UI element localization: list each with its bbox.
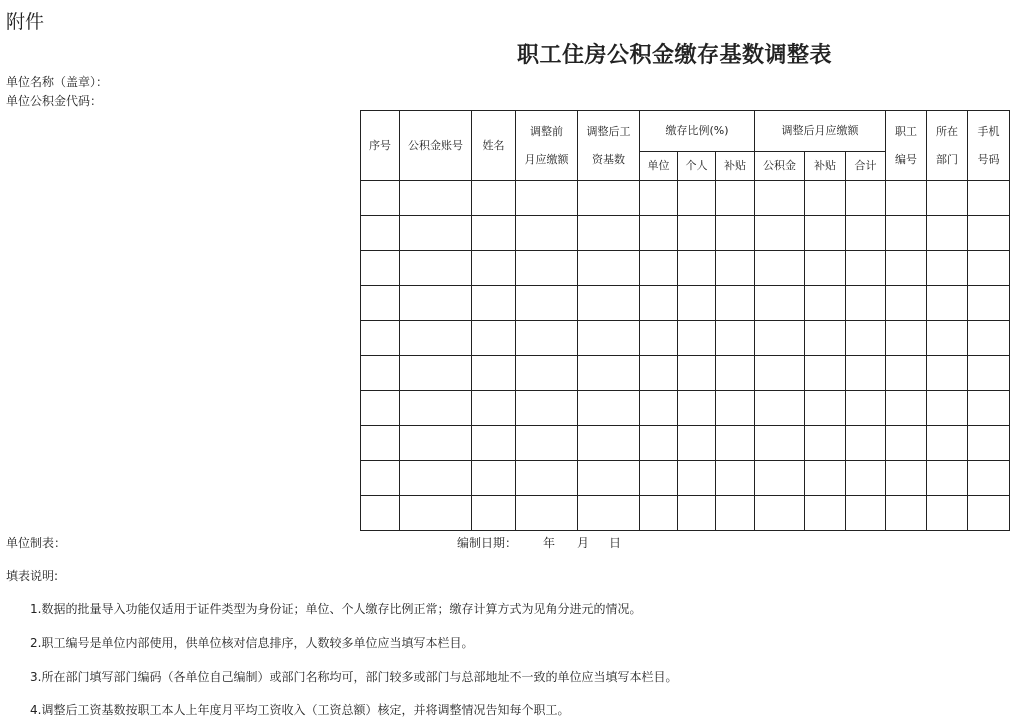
note-item: 1.数据的批量导入功能仅适用于证件类型为身份证；单位、个人缴存比例正常；缴存计算方式为见角分进元的情况。 (30, 602, 642, 616)
date-month: 月 (577, 536, 590, 550)
table-cell (678, 321, 716, 356)
table-cell (361, 181, 400, 216)
table-row (361, 216, 1010, 251)
table-cell (716, 356, 755, 391)
table-cell (472, 216, 516, 251)
table-cell (968, 496, 1010, 531)
table-row (361, 321, 1010, 356)
table-cell (578, 391, 640, 426)
table-cell (805, 181, 846, 216)
table-cell (755, 181, 805, 216)
table-cell (755, 356, 805, 391)
table-cell (755, 216, 805, 251)
table-cell (516, 391, 578, 426)
table-cell (516, 286, 578, 321)
header-phone-line1: 手机 (977, 125, 1000, 139)
table-cell (516, 356, 578, 391)
table-cell (678, 356, 716, 391)
header-name: 姓名 (472, 111, 516, 181)
table-cell (361, 286, 400, 321)
table-cell (716, 286, 755, 321)
date-label: 编制日期： (457, 536, 518, 550)
table-cell (968, 461, 1010, 496)
table-cell (886, 286, 927, 321)
table-cell (472, 496, 516, 531)
adjustment-table (360, 110, 1010, 531)
table-cell (472, 391, 516, 426)
table-cell (678, 426, 716, 461)
table-cell (846, 181, 886, 216)
header-dept (927, 111, 968, 181)
table-cell (578, 286, 640, 321)
header-after-base-line1: 调整后工 (586, 125, 631, 139)
table-cell (755, 496, 805, 531)
table-cell (361, 391, 400, 426)
table-cell (472, 356, 516, 391)
table-row (361, 461, 1010, 496)
table-cell (640, 216, 678, 251)
table-row (361, 391, 1010, 426)
table-cell (361, 496, 400, 531)
header-account: 公积金账号 (400, 111, 472, 181)
header-before-line1: 调整前 (530, 125, 563, 139)
table-cell (678, 251, 716, 286)
header-after-base-line2: 资基数 (592, 152, 625, 166)
table-row (361, 181, 1010, 216)
table-cell (516, 321, 578, 356)
table-cell (678, 461, 716, 496)
table-cell (640, 251, 678, 286)
table-cell (886, 426, 927, 461)
table-cell (578, 426, 640, 461)
table-cell (846, 496, 886, 531)
table-cell (678, 286, 716, 321)
table-cell (472, 286, 516, 321)
table-cell (755, 461, 805, 496)
table-cell (927, 321, 968, 356)
table-cell (846, 251, 886, 286)
table-cell (886, 356, 927, 391)
table-cell (472, 426, 516, 461)
table-cell (886, 496, 927, 531)
table-cell (400, 216, 472, 251)
header-after-base (578, 111, 640, 181)
table-cell (400, 251, 472, 286)
table-cell (716, 251, 755, 286)
header-ratio-group: 缴存比例(%) (640, 111, 755, 152)
table-cell (927, 496, 968, 531)
header-seq: 序号 (361, 111, 400, 181)
table-cell (640, 461, 678, 496)
table-cell (361, 356, 400, 391)
table-cell (886, 321, 927, 356)
table-cell (805, 286, 846, 321)
table-cell (968, 356, 1010, 391)
table-cell (400, 496, 472, 531)
table-cell (361, 426, 400, 461)
header-monthly-fund: 公积金 (755, 152, 805, 181)
table-cell (361, 461, 400, 496)
table-cell (805, 426, 846, 461)
table-cell (846, 216, 886, 251)
header-emp-id-line1: 职工 (895, 125, 917, 139)
table-cell (968, 251, 1010, 286)
header-ratio-unit: 单位 (640, 152, 678, 181)
table-cell (640, 286, 678, 321)
table-cell (640, 356, 678, 391)
header-ratio-personal: 个人 (678, 152, 716, 181)
table-cell (805, 391, 846, 426)
table-cell (968, 321, 1010, 356)
table-cell (716, 321, 755, 356)
table-cell (755, 426, 805, 461)
table-cell (400, 181, 472, 216)
table-cell (968, 426, 1010, 461)
table-cell (400, 356, 472, 391)
table-cell (805, 321, 846, 356)
table-cell (640, 496, 678, 531)
unit-name-label: 单位名称（盖章）： (6, 75, 109, 89)
header-phone-line2: 号码 (977, 152, 1000, 166)
maker-label: 单位制表： (6, 536, 67, 550)
table-cell (716, 216, 755, 251)
table-cell (927, 181, 968, 216)
table-cell (927, 216, 968, 251)
table-cell (361, 321, 400, 356)
table-cell (640, 391, 678, 426)
table-cell (578, 251, 640, 286)
unit-code-label: 单位公积金代码： (6, 94, 103, 108)
table-cell (886, 216, 927, 251)
header-monthly-group: 调整后月应缴额 (755, 111, 886, 152)
table-cell (516, 426, 578, 461)
header-emp-id-line2: 编号 (895, 152, 917, 166)
table-cell (716, 461, 755, 496)
table-cell (578, 216, 640, 251)
table-cell (472, 461, 516, 496)
note-item: 2.职工编号是单位内部使用，供单位核对信息排序，人数较多单位应当填写本栏目。 (30, 636, 474, 650)
table-cell (400, 426, 472, 461)
table-cell (805, 496, 846, 531)
header-ratio-subsidy: 补贴 (716, 152, 755, 181)
table-cell (968, 286, 1010, 321)
table-cell (968, 181, 1010, 216)
table-cell (361, 216, 400, 251)
header-phone (968, 111, 1010, 181)
note-item: 3.所在部门填写部门编码（各单位自己编制）或部门名称均可，部门较多或部门与总部地址不一致的单位应当填写本栏目。 (30, 670, 678, 684)
table-cell (678, 216, 716, 251)
note-item: 4.调整后工资基数按职工本人上年度月平均工资收入（工资总额）核定，并将调整情况告知每个职工。 (30, 703, 570, 717)
table-cell (886, 391, 927, 426)
table-cell (805, 356, 846, 391)
header-monthly-subsidy: 补贴 (805, 152, 846, 181)
table-cell (516, 496, 578, 531)
table-cell (846, 321, 886, 356)
table-cell (516, 461, 578, 496)
table-cell (578, 356, 640, 391)
table-cell (678, 391, 716, 426)
header-before-line2: 月应缴额 (524, 152, 569, 166)
table-cell (846, 426, 886, 461)
table-cell (400, 391, 472, 426)
table-cell (886, 181, 927, 216)
table-cell (400, 461, 472, 496)
header-before-monthly (516, 111, 578, 181)
table-cell (805, 216, 846, 251)
date-day: 日 (609, 536, 622, 550)
header-emp-id (886, 111, 927, 181)
table-cell (927, 426, 968, 461)
table-cell (578, 181, 640, 216)
table-cell (516, 216, 578, 251)
table-row (361, 286, 1010, 321)
table-cell (927, 356, 968, 391)
table-cell (640, 321, 678, 356)
table-cell (516, 181, 578, 216)
table-cell (927, 251, 968, 286)
table-cell (805, 251, 846, 286)
date-year: 年 (543, 536, 556, 550)
table-cell (472, 181, 516, 216)
table-cell (361, 251, 400, 286)
table-cell (640, 426, 678, 461)
table-cell (578, 321, 640, 356)
table-cell (400, 286, 472, 321)
table-row (361, 356, 1010, 391)
header-dept-line1: 所在 (936, 125, 958, 139)
table-cell (755, 321, 805, 356)
table-cell (716, 181, 755, 216)
table-cell (927, 391, 968, 426)
table-cell (716, 426, 755, 461)
table-cell (886, 461, 927, 496)
page-title: 职工住房公积金缴存基数调整表 (517, 43, 833, 68)
table-cell (640, 181, 678, 216)
table-cell (678, 181, 716, 216)
attachment-label: 附件 (6, 11, 45, 33)
table-cell (927, 286, 968, 321)
table-cell (927, 461, 968, 496)
table-cell (516, 251, 578, 286)
table-cell (968, 216, 1010, 251)
table-cell (846, 356, 886, 391)
table-cell (805, 461, 846, 496)
table-cell (716, 391, 755, 426)
table-cell (678, 496, 716, 531)
notes-title: 填表说明: (6, 569, 59, 583)
table-cell (755, 251, 805, 286)
table-cell (716, 496, 755, 531)
table-cell (472, 321, 516, 356)
table-cell (400, 321, 472, 356)
header-monthly-total: 合计 (846, 152, 886, 181)
table-cell (846, 286, 886, 321)
header-dept-line2: 部门 (936, 152, 958, 166)
table-cell (578, 496, 640, 531)
table-cell (578, 461, 640, 496)
table-cell (755, 391, 805, 426)
table-cell (846, 461, 886, 496)
table-row (361, 496, 1010, 531)
table-cell (846, 391, 886, 426)
table-row (361, 251, 1010, 286)
table-cell (755, 286, 805, 321)
table-cell (968, 391, 1010, 426)
table-cell (472, 251, 516, 286)
table-row (361, 426, 1010, 461)
table-cell (886, 251, 927, 286)
